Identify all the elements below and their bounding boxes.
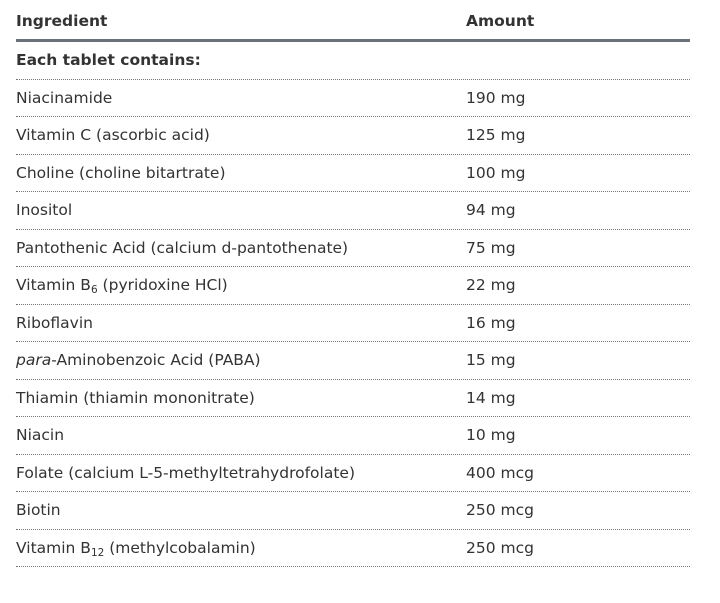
ingredient-name: Riboflavin <box>16 313 93 332</box>
ingredient-name-italic: para <box>16 351 52 370</box>
ingredient-name-suffix: (methylcobalamin) <box>104 538 256 557</box>
table-header <box>16 0 690 42</box>
ingredient-amount: 400 mcg <box>466 463 534 482</box>
table-row <box>16 117 690 155</box>
ingredient-name <box>16 539 466 557</box>
ingredient-name-prefix: Vitamin B <box>16 538 91 557</box>
ingredient-amount: 22 mg <box>466 276 516 295</box>
table-row <box>16 155 690 193</box>
ingredient-name: Choline (choline bitartrate) <box>16 163 226 182</box>
ingredient-amount: 15 mg <box>466 351 516 370</box>
section-heading-row <box>16 42 690 80</box>
ingredient-name-subscript: 12 <box>90 546 105 559</box>
table-row <box>16 230 690 268</box>
table-row <box>16 417 690 455</box>
ingredient-name: Biotin <box>16 501 61 520</box>
ingredient-table <box>16 0 690 567</box>
ingredient-amount: 14 mg <box>466 388 516 407</box>
ingredient-name: Pantothenic Acid (calcium d-pantothenate) <box>16 238 349 257</box>
ingredient-name-prefix: Vitamin B <box>16 276 91 295</box>
ingredient-name-subscript: 6 <box>90 284 98 297</box>
ingredient-name-suffix: -Aminobenzoic Acid (PABA) <box>51 351 261 370</box>
ingredient-amount: 100 mg <box>466 163 526 182</box>
ingredient-name: Folate (calcium L-5-methyltetrahydrofolate) <box>16 463 355 482</box>
ingredient-name <box>16 276 466 297</box>
ingredient-name <box>16 351 466 369</box>
ingredient-name-suffix: (pyridoxine HCl) <box>97 276 228 295</box>
table-row <box>16 192 690 230</box>
ingredient-amount: 16 mg <box>466 313 516 332</box>
ingredient-amount: 75 mg <box>466 238 516 257</box>
ingredient-column-header: Ingredient <box>16 11 108 30</box>
table-row <box>16 530 690 568</box>
table-row <box>16 80 690 118</box>
ingredient-name: Thiamin (thiamin mononitrate) <box>16 388 255 407</box>
ingredient-amount: 10 mg <box>466 426 516 445</box>
table-row <box>16 267 690 305</box>
ingredient-amount: 94 mg <box>466 201 516 220</box>
table-row <box>16 492 690 530</box>
ingredient-amount: 250 mcg <box>466 538 534 557</box>
table-row <box>16 342 690 380</box>
ingredient-amount: 250 mcg <box>466 501 534 520</box>
table-row <box>16 455 690 493</box>
section-title: Each tablet contains: <box>16 51 201 70</box>
ingredient-name: Inositol <box>16 201 73 220</box>
amount-column-header: Amount <box>466 11 535 30</box>
ingredient-name: Niacin <box>16 426 65 445</box>
table-row <box>16 380 690 418</box>
ingredient-name: Vitamin C (ascorbic acid) <box>16 126 210 145</box>
ingredient-amount: 190 mg <box>466 88 526 107</box>
ingredient-amount: 125 mg <box>466 126 526 145</box>
table-row <box>16 305 690 343</box>
ingredient-name: Niacinamide <box>16 88 113 107</box>
